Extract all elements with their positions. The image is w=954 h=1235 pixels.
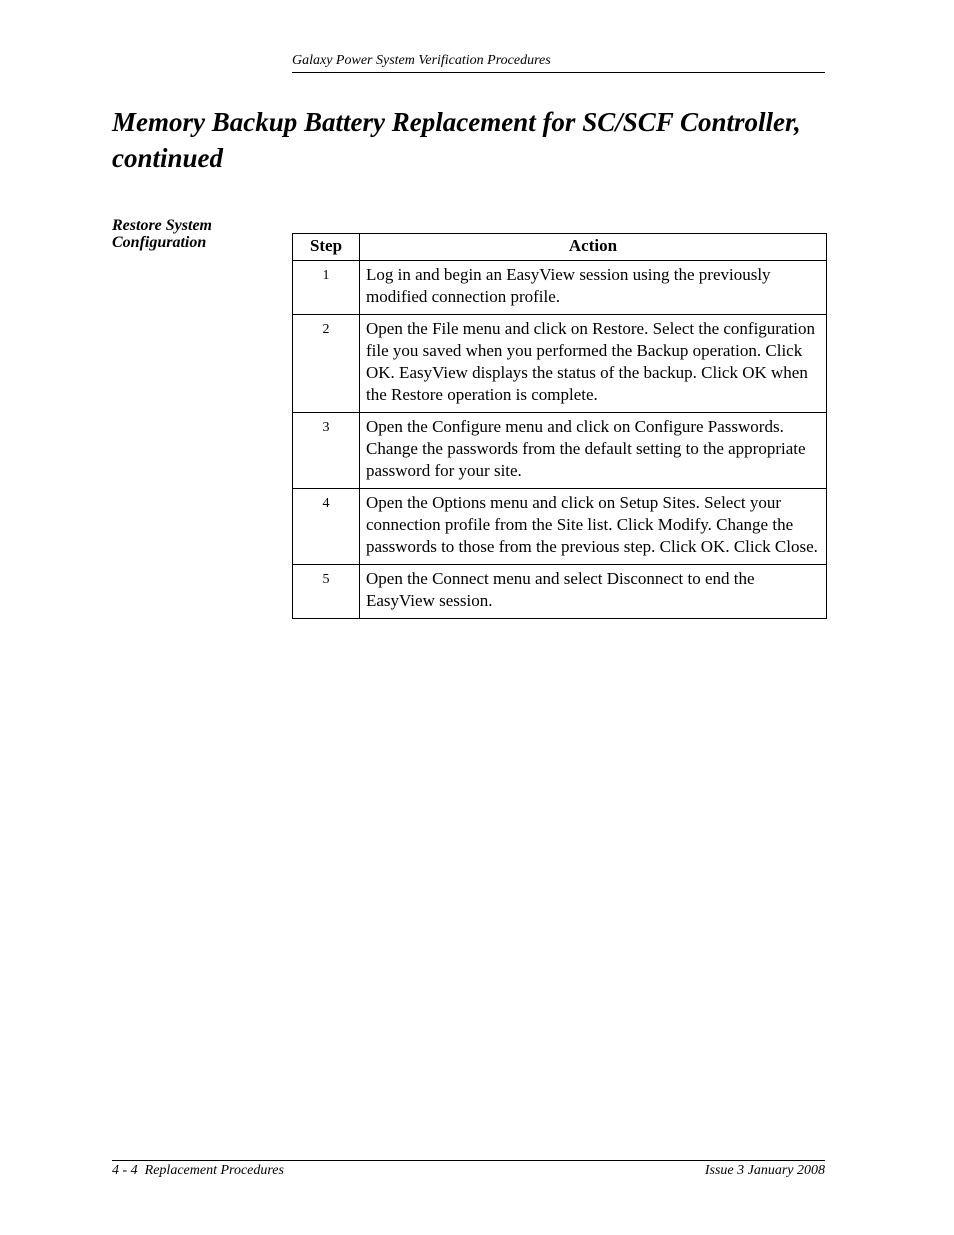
procedure-table xyxy=(292,233,827,619)
table-row xyxy=(293,261,827,315)
table-row xyxy=(293,315,827,413)
step-action: Open the Connect menu and select Disconnect to end the EasyView session. xyxy=(360,565,827,619)
section-label: Restore System Configuration xyxy=(112,217,212,251)
step-action: Open the File menu and click on Restore. Select the configuration file you saved when you performed the Backup operation. Click OK. EasyView displays the status of the backup. Click OK when the Restore operation is complete. xyxy=(360,315,827,413)
column-header-step: Step xyxy=(293,234,360,261)
table-header-row xyxy=(293,234,827,261)
table-row xyxy=(293,489,827,565)
footer-issue-date: Issue 3 January 2008 xyxy=(704,1163,825,1178)
step-action: Open the Configure menu and click on Configure Passwords. Change the passwords from the default setting to the appropriate password for your site. xyxy=(360,413,827,489)
step-number: 2 xyxy=(293,315,360,413)
table-row xyxy=(293,565,827,619)
running-header: Galaxy Power System Verification Procedures xyxy=(292,53,551,68)
step-number: 1 xyxy=(293,261,360,315)
page-title: Memory Backup Battery Replacement for SC/SCF Controller, continued xyxy=(112,107,801,173)
step-action: Open the Options menu and click on Setup Sites. Select your connection profile from the Site list. Click Modify. Change the passwords to those from the previous step. Click OK. Click Close. xyxy=(360,489,827,565)
footer-page-label: 4 - 4 Replacement Procedures xyxy=(112,1163,284,1178)
step-number: 3 xyxy=(293,413,360,489)
header-rule xyxy=(292,72,825,73)
step-number: 5 xyxy=(293,565,360,619)
footer-rule xyxy=(112,1160,825,1161)
step-number: 4 xyxy=(293,489,360,565)
column-header-action: Action xyxy=(360,234,827,261)
table-row xyxy=(293,413,827,489)
step-action: Log in and begin an EasyView session using the previously modified connection profile. xyxy=(360,261,827,315)
